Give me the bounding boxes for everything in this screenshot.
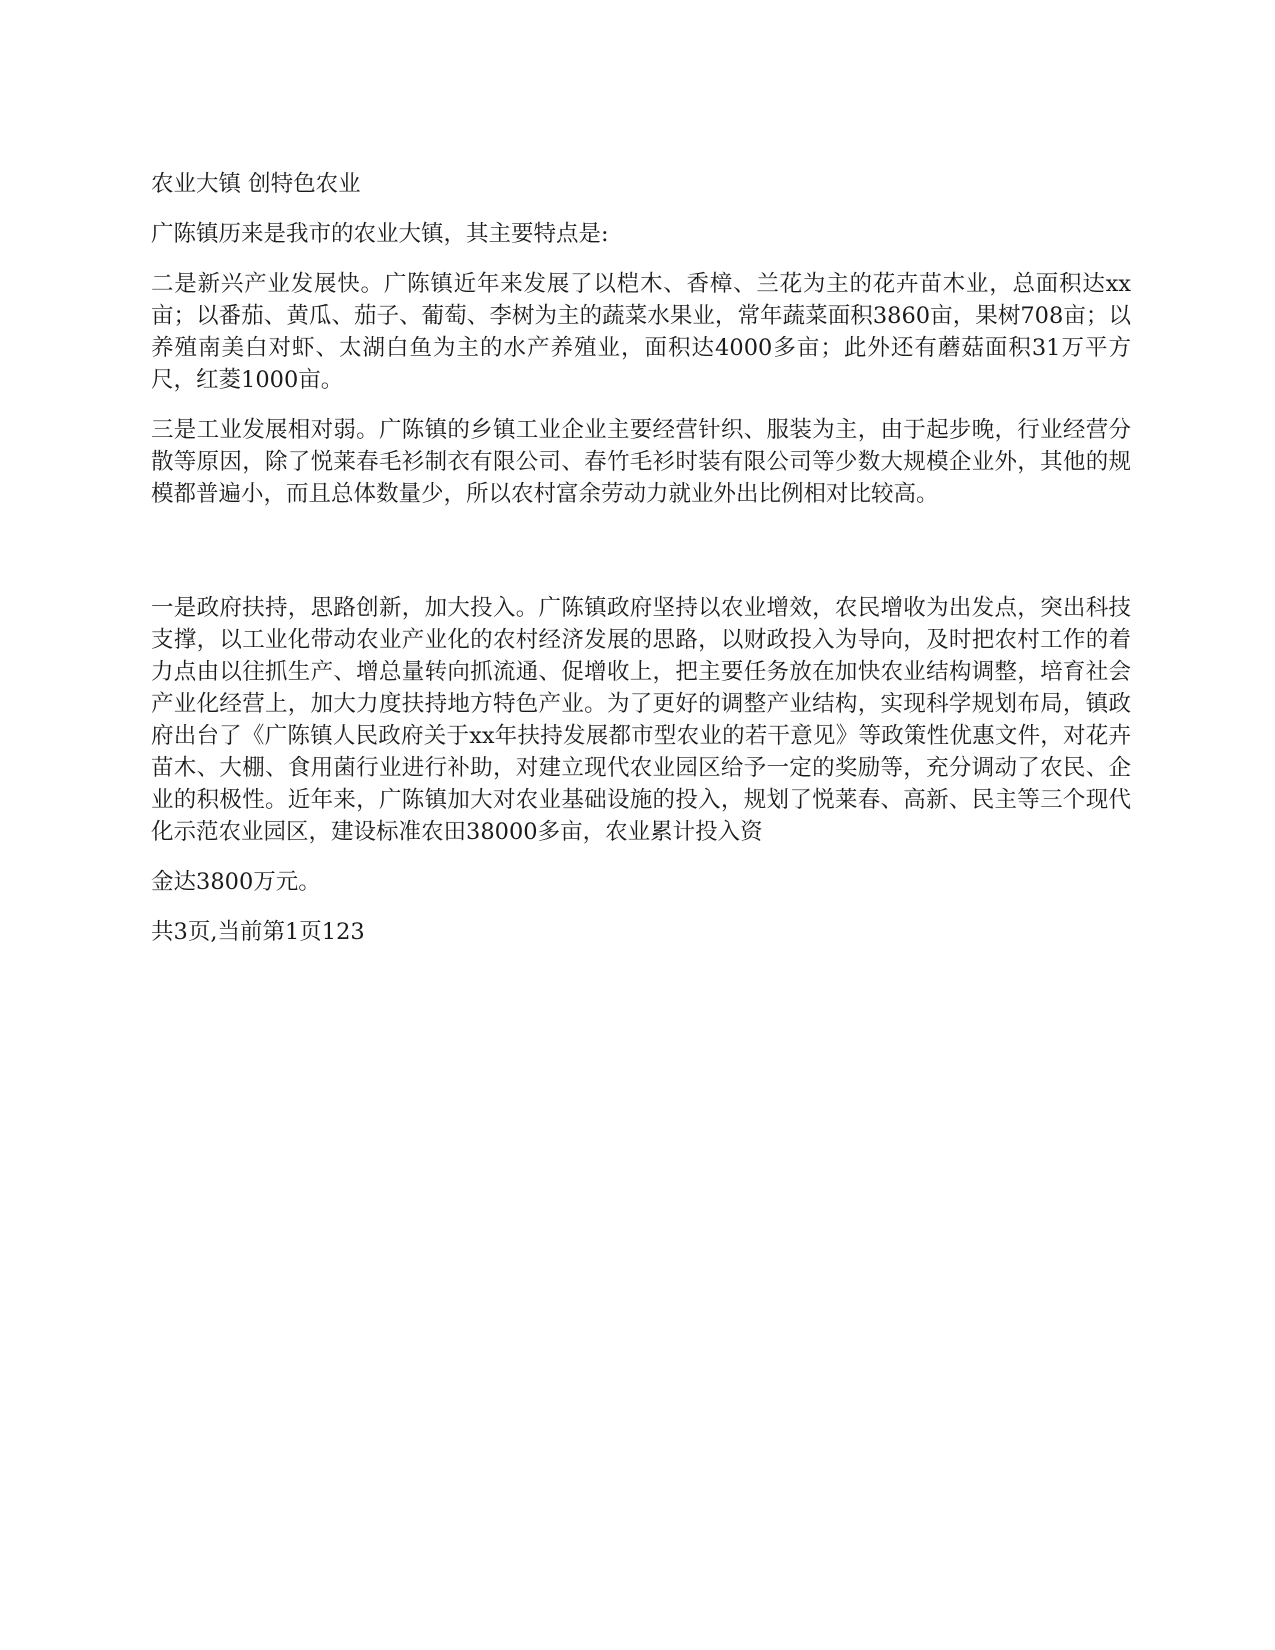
document-body xyxy=(151,168,1131,966)
paragraph-investment-continuation: 金达3800万元。 xyxy=(151,869,321,895)
intro-paragraph: 广陈镇历来是我市的农业大镇，其主要特点是: xyxy=(151,221,609,247)
paragraph-emerging-industry: 二是新兴产业发展快。广陈镇近年来发展了以桤木、香樟、兰花为主的花卉苗木业，总面积达xx亩；以番茄、黄瓜、茄子、葡萄、李树为主的蔬菜水果业，常年蔬菜面积3860亩，果树708亩；以养殖南美白对虾、太湖白鱼为主的水产养殖业，面积达4000多亩；此外还有蘑菇面积31万平方尺，红菱1000亩。 xyxy=(151,271,1131,393)
paragraph-industry-weak: 三是工业发展相对弱。广陈镇的乡镇工业企业主要经营针织、服装为主，由于起步晚，行业经营分散等原因，除了悦莱春毛衫制衣有限公司、春竹毛衫时装有限公司等少数大规模企业外，其他的规模都普遍小，而且总体数量少，所以农村富余劳动力就业外出比例相对比较高。 xyxy=(151,417,1131,507)
pagination-text: 共3页,当前第1页123 xyxy=(151,919,365,945)
document-title: 农业大镇 创特色农业 xyxy=(151,171,361,197)
paragraph-government-support: 一是政府扶持，思路创新，加大投入。广陈镇政府坚持以农业增效，农民增收为出发点，突出科技支撑，以工业化带动农业产业化的农村经济发展的思路，以财政投入为导向，及时把农村工作的着力点由以往抓生产、增总量转向抓流通、促增收上，把主要任务放在加快农业结构调整，培育社会产业化经营上，加大力度扶持地方特色产业。为了更好的调整产业结构，实现科学规划布局，镇政府出台了《广陈镇人民政府关于xx年扶持发展都市型农业的若干意见》等政策性优惠文件，对花卉苗木、大棚、食用菌行业进行补助，对建立现代农业园区给予一定的奖励等，充分调动了农民、企业的积极性。近年来，广陈镇加大对农业基础设施的投入，规划了悦莱春、高新、民主等三个现代化示范农业园区，建设标准农田38000多亩，农业累计投入资 xyxy=(151,595,1131,845)
